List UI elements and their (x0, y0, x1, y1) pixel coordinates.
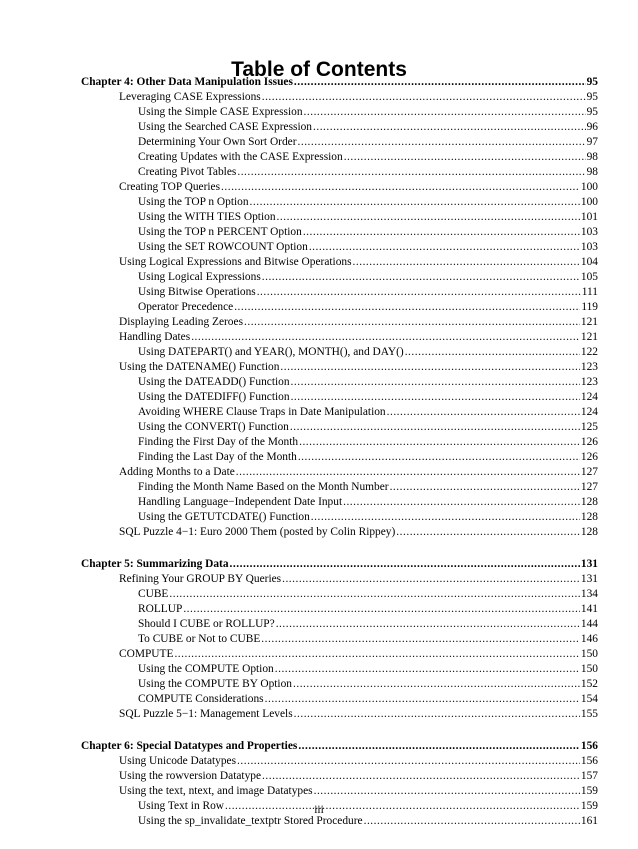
dot-leader (353, 255, 580, 270)
chapter-spacer (81, 722, 598, 739)
toc-page-number: 126 (580, 451, 598, 463)
dot-leader (262, 769, 580, 784)
toc-entry-title: Determining Your Own Sort Order (138, 136, 297, 148)
dot-leader (169, 587, 580, 602)
page-number: iii (314, 804, 324, 816)
toc-section-entry[interactable] (81, 707, 598, 722)
toc-subsection-entry[interactable] (81, 390, 598, 405)
toc-chapter-title: Chapter 6: Special Datatypes and Properties (81, 740, 298, 752)
toc-subsection-entry[interactable] (81, 240, 598, 255)
toc-subsection-entry[interactable] (81, 587, 598, 602)
toc-subsection-entry[interactable] (81, 375, 598, 390)
dot-leader (257, 285, 581, 300)
toc-entry-title: Creating Updates with the CASE Expression (138, 151, 343, 163)
toc-page-number: 104 (580, 256, 598, 268)
dot-leader (276, 617, 580, 632)
dot-leader (282, 572, 580, 587)
toc-section-entry[interactable] (81, 465, 598, 480)
toc-subsection-entry[interactable] (81, 495, 598, 510)
toc-page-number: 159 (580, 785, 598, 797)
toc-entry-title: CUBE (138, 588, 169, 600)
dot-leader (390, 480, 580, 495)
toc-section-entry[interactable] (81, 180, 598, 195)
toc-subsection-entry[interactable] (81, 345, 598, 360)
dot-leader (234, 300, 580, 315)
toc-subsection-entry[interactable] (81, 450, 598, 465)
toc-entry-title: Avoiding WHERE Clause Traps in Date Manipulation (138, 406, 386, 418)
toc-chapter-entry[interactable] (81, 557, 598, 572)
dot-leader (262, 270, 580, 285)
toc-entry-title: Using the WITH TIES Option (138, 211, 276, 223)
toc-section-entry[interactable] (81, 330, 598, 345)
toc-page-number: 155 (580, 708, 598, 720)
toc-entry-title: COMPUTE (119, 648, 174, 660)
toc-entry-title: Using Bitwise Operations (138, 286, 256, 298)
toc-entry-title: Using Logical Expressions (138, 271, 261, 283)
toc-subsection-entry[interactable] (81, 692, 598, 707)
toc-page-number: 127 (580, 481, 598, 493)
dot-leader (230, 557, 580, 572)
toc-page-number: 144 (580, 618, 598, 630)
toc-subsection-entry[interactable] (81, 210, 598, 225)
toc-page-number: 124 (580, 406, 598, 418)
toc-section-entry[interactable] (81, 525, 598, 540)
toc-page-number: 157 (580, 770, 598, 782)
toc-entry-title: Finding the Last Day of the Month (138, 451, 297, 463)
toc-page-number: 95 (586, 76, 598, 88)
dot-leader (293, 677, 580, 692)
toc-subsection-entry[interactable] (81, 435, 598, 450)
toc-page-number: 95 (586, 106, 598, 118)
toc-subsection-entry[interactable] (81, 510, 598, 525)
dot-leader (387, 405, 580, 420)
toc-entry-title: Using the TOP n PERCENT Option (138, 226, 302, 238)
toc-section-entry[interactable] (81, 255, 598, 270)
dot-leader (313, 120, 586, 135)
dot-leader (344, 150, 586, 165)
dot-leader (405, 345, 580, 360)
toc-entry-title: SQL Puzzle 4−1: Euro 2000 Them (posted by Colin Rippey) (119, 526, 396, 538)
toc-section-entry[interactable] (81, 315, 598, 330)
toc-page-number: 122 (580, 346, 598, 358)
toc-entry-title: Using the SET ROWCOUNT Option (138, 241, 308, 253)
dot-leader (298, 739, 580, 754)
toc-page-number: 121 (580, 316, 598, 328)
toc-entry-title: Finding the Month Name Based on the Month Number (138, 481, 389, 493)
toc-entry-title: Displaying Leading Zeroes (119, 316, 243, 328)
toc-subsection-entry[interactable] (81, 677, 598, 692)
dot-leader (191, 330, 580, 345)
toc-entry-title: Using the GETUTCDATE() Function (138, 511, 310, 523)
dot-leader (174, 647, 579, 662)
toc-entry-title: Using the DATENAME() Function (119, 361, 280, 373)
toc-entry-title: Using the DATEADD() Function (138, 376, 290, 388)
toc-subsection-entry[interactable] (81, 165, 598, 180)
dot-leader (183, 602, 580, 617)
toc-page-number: 141 (580, 603, 598, 615)
toc-page-number: 100 (580, 181, 598, 193)
toc-entry-title: ROLLUP (138, 603, 183, 615)
toc-entry-title: Should I CUBE or ROLLUP? (138, 618, 275, 630)
toc-page-number: 146 (580, 633, 598, 645)
toc-entry-title: Using DATEPART() and YEAR(), MONTH(), and DAY() (138, 346, 404, 358)
dot-leader (298, 450, 580, 465)
toc-page-number: 128 (580, 511, 598, 523)
toc-chapter-entry[interactable] (81, 739, 598, 754)
toc-subsection-entry[interactable] (81, 120, 598, 135)
toc-subsection-entry[interactable] (81, 420, 598, 435)
toc-page-number: 111 (581, 286, 598, 298)
toc-subsection-entry[interactable] (81, 135, 598, 150)
toc-subsection-entry[interactable] (81, 105, 598, 120)
toc-subsection-entry[interactable] (81, 405, 598, 420)
dot-leader (314, 784, 580, 799)
toc-entry-title: SQL Puzzle 5−1: Management Levels (119, 708, 293, 720)
dot-leader (304, 105, 586, 120)
table-of-contents (81, 75, 598, 829)
toc-page-number: 123 (580, 376, 598, 388)
dot-leader (236, 465, 580, 480)
toc-entry-title: Adding Months to a Date (119, 466, 235, 478)
toc-page-number: 150 (580, 648, 598, 660)
toc-subsection-entry[interactable] (81, 480, 598, 495)
toc-entry-title: Using the Simple CASE Expression (138, 106, 303, 118)
toc-page-number: 159 (580, 800, 598, 812)
toc-page-number: 98 (586, 151, 598, 163)
toc-page-number: 161 (580, 815, 598, 827)
dot-leader (343, 495, 580, 510)
toc-entry-title: Using the DATEDIFF() Function (138, 391, 290, 403)
toc-page-number: 156 (580, 755, 598, 767)
dot-leader (237, 754, 580, 769)
toc-entry-title: Handling Dates (119, 331, 191, 343)
toc-entry-title: Using Text in Row (138, 800, 225, 812)
toc-entry-title: Creating Pivot Tables (138, 166, 237, 178)
toc-page-number: 121 (580, 331, 598, 343)
toc-subsection-entry[interactable] (81, 602, 598, 617)
toc-entry-title: Using the text, ntext, and image Datatypes (119, 785, 313, 797)
toc-entry-title: Using the Searched CASE Expression (138, 121, 312, 133)
dot-leader (291, 375, 580, 390)
toc-entry-title: Finding the First Day of the Month (138, 436, 299, 448)
toc-page-number: 131 (580, 573, 598, 585)
dot-leader (262, 90, 586, 105)
dot-leader (299, 435, 580, 450)
toc-entry-title: Using the CONVERT() Function (138, 421, 289, 433)
toc-entry-title: Using the sp_invalidate_textptr Stored Procedure (138, 815, 363, 827)
toc-section-entry[interactable] (81, 572, 598, 587)
toc-page-number: 150 (580, 663, 598, 675)
dot-leader (244, 315, 580, 330)
toc-page-number: 97 (586, 136, 598, 148)
toc-page-number: 128 (580, 496, 598, 508)
toc-page-number: 152 (580, 678, 598, 690)
dot-leader (250, 195, 580, 210)
page-title: Table of Contents (231, 58, 407, 82)
dot-leader (265, 692, 580, 707)
dot-leader (237, 165, 585, 180)
toc-entry-title: Using the COMPUTE BY Option (138, 678, 292, 690)
dot-leader (309, 240, 580, 255)
dot-leader (275, 662, 580, 677)
toc-page-number: 95 (586, 91, 598, 103)
toc-page-number: 124 (580, 391, 598, 403)
toc-entry-title: COMPUTE Considerations (138, 693, 264, 705)
toc-page-number: 103 (580, 241, 598, 253)
toc-page-number: 123 (580, 361, 598, 373)
toc-page-number: 128 (580, 526, 598, 538)
toc-page-number: 101 (580, 211, 598, 223)
toc-entry-title: Using the TOP n Option (138, 196, 249, 208)
toc-page-number: 126 (580, 436, 598, 448)
toc-chapter-title: Chapter 5: Summarizing Data (81, 558, 229, 570)
dot-leader (280, 360, 580, 375)
toc-subsection-entry[interactable] (81, 300, 598, 315)
toc-entry-title: Using the rowversion Datatype (119, 770, 262, 782)
toc-entry-title: Creating TOP Queries (119, 181, 221, 193)
toc-entry-title: Using Logical Expressions and Bitwise Operations (119, 256, 352, 268)
toc-section-entry[interactable] (81, 754, 598, 769)
dot-leader (221, 180, 580, 195)
toc-subsection-entry[interactable] (81, 270, 598, 285)
dot-leader (303, 225, 580, 240)
toc-chapter-title: Chapter 4: Other Data Manipulation Issues (81, 76, 293, 88)
dot-leader (294, 707, 580, 722)
toc-page-number: 96 (586, 121, 598, 133)
toc-entry-title: Operator Precedence (138, 301, 234, 313)
toc-entry-title: Handling Language−Independent Date Input (138, 496, 343, 508)
toc-subsection-entry[interactable] (81, 662, 598, 677)
toc-page-number: 103 (580, 226, 598, 238)
toc-entry-title: Using Unicode Datatypes (119, 755, 237, 767)
toc-page-number: 100 (580, 196, 598, 208)
chapter-spacer (81, 540, 598, 557)
toc-page-number: 105 (580, 271, 598, 283)
toc-entry-title: Refining Your GROUP BY Queries (119, 573, 282, 585)
toc-page-number: 127 (580, 466, 598, 478)
toc-section-entry[interactable] (81, 647, 598, 662)
toc-page-number: 119 (581, 301, 598, 313)
toc-subsection-entry[interactable] (81, 617, 598, 632)
toc-entry-title: To CUBE or Not to CUBE (138, 633, 261, 645)
dot-leader (311, 510, 580, 525)
toc-entry-title: Leveraging CASE Expressions (119, 91, 261, 103)
toc-entry-title: Using the COMPUTE Option (138, 663, 274, 675)
toc-chapter-entry[interactable] (81, 75, 598, 90)
toc-section-entry[interactable] (81, 360, 598, 375)
dot-leader (294, 75, 586, 90)
toc-page-number: 156 (580, 740, 598, 752)
toc-subsection-entry[interactable] (81, 195, 598, 210)
toc-subsection-entry[interactable] (81, 285, 598, 300)
toc-page-number: 134 (580, 588, 598, 600)
dot-leader (396, 525, 580, 540)
toc-page-number: 131 (580, 558, 598, 570)
toc-page-number: 98 (586, 166, 598, 178)
toc-section-entry[interactable] (81, 784, 598, 799)
toc-subsection-entry[interactable] (81, 225, 598, 240)
toc-page-number: 154 (580, 693, 598, 705)
toc-page-number: 125 (580, 421, 598, 433)
dot-leader (290, 420, 580, 435)
toc-subsection-entry[interactable] (81, 632, 598, 647)
dot-leader (291, 390, 580, 405)
dot-leader (261, 632, 580, 647)
toc-section-entry[interactable] (81, 769, 598, 784)
toc-subsection-entry[interactable] (81, 150, 598, 165)
dot-leader (298, 135, 586, 150)
toc-section-entry[interactable] (81, 90, 598, 105)
dot-leader (277, 210, 580, 225)
